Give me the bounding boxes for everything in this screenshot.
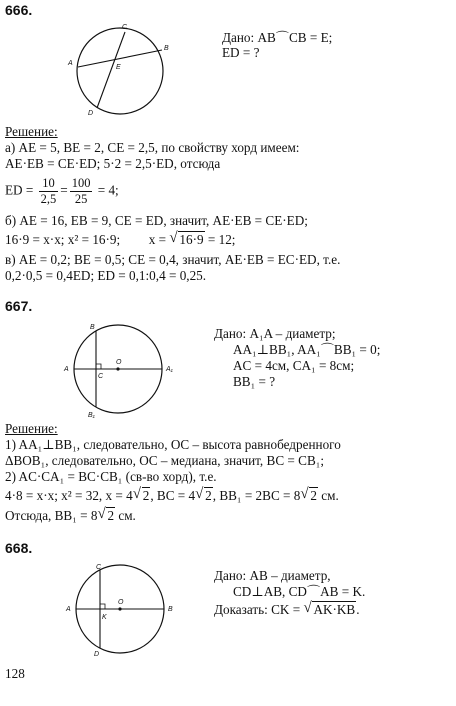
given-668-line1: Дано: AB – диаметр, (214, 568, 331, 583)
s5-part-a: Отсюда, BB₁ = 8 (5, 508, 98, 523)
label-d: D (94, 651, 100, 658)
solution-666-label: Решение: (5, 124, 58, 139)
sqrt-radicand: AK·KB (313, 602, 356, 617)
prove-end: . (356, 602, 360, 617)
solution-666-b1: б) AE = 16, EB = 9, CE = ED, значит, AE·EB = CE·ED; (5, 213, 308, 228)
label-k: K (102, 614, 107, 621)
figure-667-circle-diameter (58, 320, 198, 420)
problem-667-number: 667. (5, 298, 33, 314)
given-666-line2: ED = ? (222, 45, 260, 60)
prove-668 (214, 602, 360, 618)
frac1-numerator: 10 (39, 176, 59, 192)
label-c: C (98, 373, 104, 380)
label-a: A (64, 366, 69, 373)
label-d: D (88, 110, 94, 117)
solution-667-s5 (5, 508, 136, 524)
given-667-line3: AC = 4см, CA₁ = 8см; (233, 358, 355, 373)
solution-667-s3: 2) AC·CA₁ = BC·CB₁ (св-во хорд), т.е. (5, 469, 217, 484)
label-b: B (168, 606, 173, 613)
label-o: O (116, 359, 122, 366)
equals-sign: = (60, 182, 68, 198)
s4-part-b: , BC = 4 (150, 488, 196, 503)
problem-666-number: 666. (5, 2, 33, 18)
sqrt-ak-kb (303, 602, 356, 618)
sqrt-radicand: 2 (142, 488, 150, 503)
ed-prefix: ED = (5, 182, 34, 198)
b2-part-c: = 12; (207, 232, 236, 247)
frac2-denominator: 25 (74, 192, 88, 206)
solution-666-v2: 0,2·0,5 = 0,4ED; ED = 0,1:0,4 = 0,25. (5, 268, 207, 283)
problem-668-number: 668. (5, 540, 33, 556)
label-b1: B₁ (88, 412, 95, 419)
sqrt-radicand: 2 (310, 488, 317, 503)
label-e: E (116, 64, 121, 71)
sqrt-2-b (195, 488, 213, 504)
label-a1: A₁ (166, 366, 173, 373)
solution-666-a1: а) AE = 5, BE = 2, CE = 2,5, по свойству хорд имеем: (5, 140, 300, 155)
label-o: O (118, 599, 124, 606)
sqrt-2-d (97, 508, 115, 524)
page-number: 128 (5, 666, 25, 681)
fraction-10-over-2-5 (39, 176, 59, 207)
s4-part-d: см. (321, 488, 339, 503)
solution-666-ed-formula (5, 176, 119, 207)
solution-666-v1: в) AE = 0,2; BE = 0,5; CE = 0,4, значит, AE·EB = EC·ED, т.е. (5, 252, 341, 267)
given-667-line4: BB₁ = ? (233, 374, 276, 389)
label-a: A (66, 606, 71, 613)
b2-part-b: x = (148, 232, 167, 247)
sqrt-16-9 (169, 232, 204, 248)
s5-part-b: см. (118, 508, 136, 523)
sqrt-radicand: 2 (205, 488, 212, 503)
frac1-denominator: 2,5 (40, 192, 57, 206)
solution-667-s1: 1) AA₁⊥BB₁, следовательно, OC – высота равнобедренного (5, 437, 341, 452)
given-667-line1: Дано: A₁A – диаметр; (214, 326, 336, 341)
label-c: C (122, 24, 128, 31)
frac2-numerator: 100 (71, 176, 91, 190)
given-668-line2: CD⊥AB, CD⌒AB = K. (233, 584, 366, 599)
given-667-line2: AA₁⊥BB₁, AA₁⌒BB₁ = 0; (233, 342, 381, 357)
figure-668-circle-perpendicular (60, 562, 200, 662)
label-c: C (96, 564, 102, 571)
s4-part-c: , BB₁ = 2BC = 8 (212, 488, 301, 503)
given-666-line1: Дано: AB⌒CB = E; (222, 30, 333, 45)
label-b: B (90, 324, 95, 331)
sqrt-radicand: 16·9 (179, 232, 204, 247)
prove-label: Доказать: CK = (214, 602, 301, 617)
s4-part-a: 4·8 = x·x; x² = 32, x = 4 (5, 488, 133, 503)
sqrt-2-a (133, 488, 151, 504)
b2-part-a: 16·9 = x·x; x² = 16·9; (5, 232, 121, 247)
sqrt-radicand: 2 (107, 508, 115, 523)
solution-667-s4 (5, 488, 339, 504)
solution-667-s2: ΔBOB₁, следовательно, OC – медиана, значит, BC = CB₁; (5, 453, 325, 468)
label-a: A (68, 60, 73, 67)
ed-suffix: = 4; (97, 182, 119, 198)
solution-667-label: Решение: (5, 421, 58, 436)
solution-666-b2 (5, 232, 235, 248)
fraction-100-over-25 (70, 176, 93, 207)
solution-666-a2: AE·EB = CE·ED; 5·2 = 2,5·ED, отсюда (5, 156, 221, 171)
label-b: B (164, 45, 169, 52)
sqrt-2-c (300, 488, 318, 504)
figure-666-circle-chords (60, 20, 190, 120)
